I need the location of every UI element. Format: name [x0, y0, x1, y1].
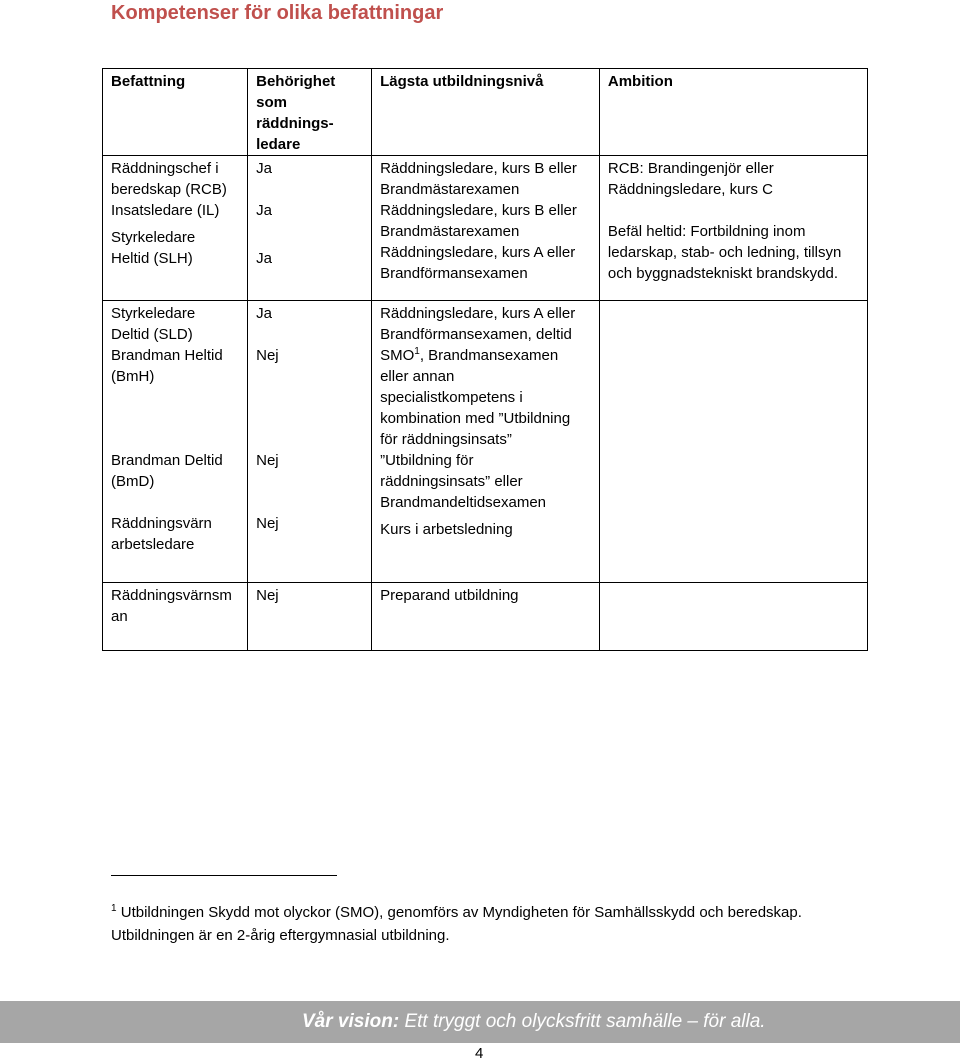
- cell-line: (BmD): [111, 473, 155, 490]
- footnote: [111, 901, 891, 947]
- vision-label: Vår vision:: [302, 1011, 400, 1032]
- cell-line: Brandmästarexamen: [380, 181, 520, 198]
- cell-line: Ja: [256, 250, 272, 267]
- cell-line: Räddningsledare, kurs C: [607, 181, 773, 198]
- cell-line: Nej: [256, 452, 279, 469]
- cell-line: Insatsledare (IL): [111, 202, 220, 219]
- header-ambition: Ambition: [599, 69, 867, 156]
- cell-line: Heltid (SLH): [111, 250, 193, 267]
- cell-line: Brandmästarexamen: [380, 223, 520, 240]
- cell-line: Brandförmansexamen: [380, 265, 528, 282]
- cell-line: eller annan: [380, 368, 455, 385]
- cell-line: Räddningschef i: [111, 160, 219, 177]
- header-behorighet-line: som: [256, 94, 287, 111]
- befattning-cell: [103, 156, 248, 301]
- cell-line: ”Utbildning för: [380, 452, 474, 469]
- cell-line: Ja: [256, 202, 272, 219]
- footnote-ref: 1: [414, 346, 420, 357]
- cell-line: för räddningsinsats”: [380, 431, 512, 448]
- cell-line: Räddningsvärn: [111, 515, 212, 532]
- vision-text: Ett tryggt och olycksfritt samhälle – för alla.: [404, 1011, 766, 1032]
- cell-line: (BmH): [111, 368, 155, 385]
- footnote-line: [111, 901, 891, 924]
- ambition-cell: [599, 301, 867, 583]
- cell-line: räddningsinsats” eller: [380, 473, 523, 490]
- befattning-cell: [103, 301, 248, 583]
- behorighet-cell: Nej: [248, 583, 372, 651]
- header-behorighet-line: ledare: [256, 136, 301, 153]
- cell-line: Styrkeledare: [111, 305, 196, 322]
- utbildning-cell: Preparand utbildning: [372, 583, 600, 651]
- cell-line: Brandman Deltid: [111, 452, 223, 469]
- footnote-line: Utbildningen är en 2-årig eftergymnasial utbildning.: [111, 927, 450, 944]
- cell-line: ledarskap, stab- och ledning, tillsyn: [607, 244, 842, 261]
- cell-line: Ja: [256, 160, 272, 177]
- header-behorighet: [248, 69, 372, 156]
- page-heading: Kompetenser för olika befattningar: [111, 2, 444, 24]
- utbildning-cell: [372, 301, 600, 583]
- cell-line: RCB: Brandingenjör eller: [607, 160, 774, 177]
- cell-line: beredskap (RCB): [111, 181, 227, 198]
- befattning-cell: [103, 583, 248, 651]
- cell-line: Nej: [256, 515, 279, 532]
- cell-line: Ja: [256, 305, 272, 322]
- behorighet-cell: [248, 301, 372, 583]
- table-header-row: [103, 69, 868, 156]
- header-befattning: Befattning: [103, 69, 248, 156]
- table-row: [103, 301, 868, 583]
- cell-text: , Brandmansexamen: [419, 347, 559, 364]
- smo-text: SMO: [380, 347, 415, 364]
- cell-line: an: [111, 608, 128, 625]
- cell-line: kombination med ”Utbildning: [380, 410, 571, 427]
- footnote-separator: [111, 875, 337, 876]
- vision-statement: [302, 1010, 766, 1034]
- header-behorighet-line: Behörighet: [256, 73, 336, 90]
- competence-table: [102, 68, 868, 651]
- cell-line: Räddningsledare, kurs B eller: [380, 202, 577, 219]
- footnote-text: Utbildningen Skydd mot olyckor (SMO), genomförs av Myndigheten för Samhällsskydd och beredskap.: [120, 904, 802, 921]
- cell-line: Deltid (SLD): [111, 326, 193, 343]
- cell-line: Räddningsledare, kurs A eller: [380, 244, 576, 261]
- cell-line: [380, 345, 591, 366]
- behorighet-cell: [248, 156, 372, 301]
- cell-line: Nej: [256, 347, 279, 364]
- ambition-cell: [599, 156, 867, 301]
- ambition-cell: [599, 583, 867, 651]
- cell-line: Räddningsledare, kurs B eller: [380, 160, 577, 177]
- cell-line: Brandman Heltid: [111, 347, 223, 364]
- cell-line: arbetsledare: [111, 536, 195, 553]
- table-row: [103, 583, 868, 651]
- page-number: 4: [475, 1045, 484, 1062]
- utbildning-cell: [372, 156, 600, 301]
- header-behorighet-line: räddnings-: [256, 115, 334, 132]
- cell-line: Räddningsvärnsm: [111, 587, 232, 604]
- table-row: [103, 156, 868, 301]
- cell-line: specialistkompetens i: [380, 389, 523, 406]
- cell-line: Brandförmansexamen, deltid: [380, 326, 572, 343]
- cell-line: och byggnadstekniskt brandskydd.: [607, 265, 839, 282]
- cell-line: Räddningsledare, kurs A eller: [380, 305, 576, 322]
- cell-line: Befäl heltid: Fortbildning inom: [607, 223, 806, 240]
- header-utbildning: Lägsta utbildningsnivå: [372, 69, 600, 156]
- cell-line: Styrkeledare: [111, 229, 196, 246]
- cell-line: Kurs i arbetsledning: [380, 521, 513, 538]
- cell-line: Brandmandeltidsexamen: [380, 494, 547, 511]
- footnote-mark: 1: [111, 903, 117, 914]
